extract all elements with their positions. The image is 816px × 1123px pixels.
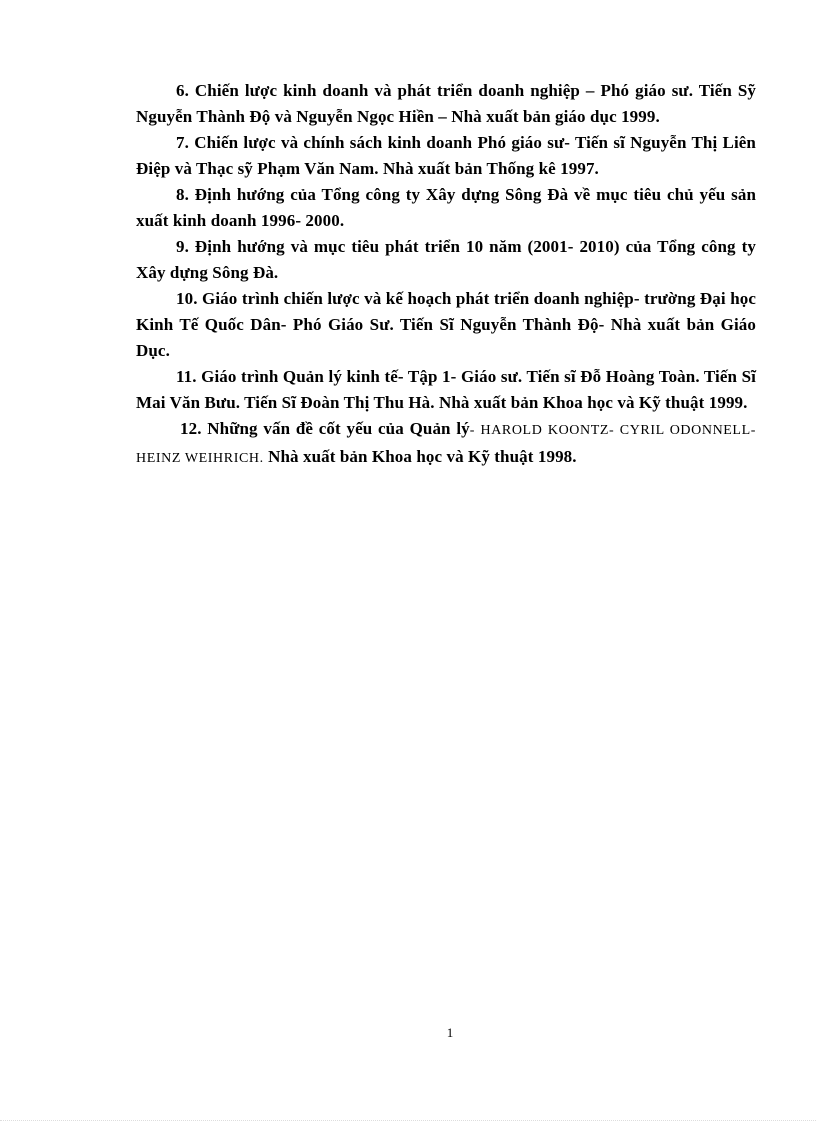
page-bottom-edge (0, 1120, 816, 1121)
reference-12-authors: - HAROLD KOONTZ- CYRIL ODONNELL- HEINZ WEIHRICH. (136, 423, 756, 466)
reference-item-10: 10. Giáo trình chiến lược và kế hoạch phát triển doanh nghiệp- trường Đại học Kinh Tế Quốc Dân- Phó Giáo Sư. Tiến Sĩ Nguyễn Thành Độ- Nhà xuất bản Giáo Dục. (136, 289, 756, 360)
reference-item-6: 6. Chiến lược kinh doanh và phát triển doanh nghiệp – Phó giáo sư. Tiến Sỹ Nguyễn Thành Độ và Nguyễn Ngọc Hiền – Nhà xuất bản giáo dục 1999. (136, 81, 756, 126)
page-number: 1 (446, 1025, 454, 1040)
reference-12-publisher: Nhà xuất bản Khoa học và Kỹ thuật 1998. (263, 447, 577, 466)
reference-12-title: 12. Những vấn đề cốt yếu của Quản lý (180, 419, 470, 438)
reference-item-12 (136, 416, 756, 472)
reference-item-8: 8. Định hướng của Tổng công ty Xây dựng Sông Đà về mục tiêu chủ yếu sản xuất kinh doanh 1996- 2000. (136, 185, 756, 230)
reference-item-9: 9. Định hướng và mục tiêu phát triển 10 năm (2001- 2010) của Tổng công ty Xây dựng Sông Đà. (136, 237, 756, 282)
reference-item-7: 7. Chiến lược và chính sách kinh doanh Phó giáo sư- Tiến sĩ Nguyễn Thị Liên Điệp và Thạc sỹ Phạm Văn Nam. Nhà xuất bản Thống kê 1997. (136, 133, 756, 178)
reference-item-11: 11. Giáo trình Quản lý kinh tế- Tập 1- Giáo sư. Tiến sĩ Đỗ Hoàng Toàn. Tiến Sĩ Mai Văn Bưu. Tiến Sĩ Đoàn Thị Thu Hà. Nhà xuất bản Khoa học và Kỹ thuật 1999. (136, 367, 756, 412)
reference-list (136, 78, 756, 472)
